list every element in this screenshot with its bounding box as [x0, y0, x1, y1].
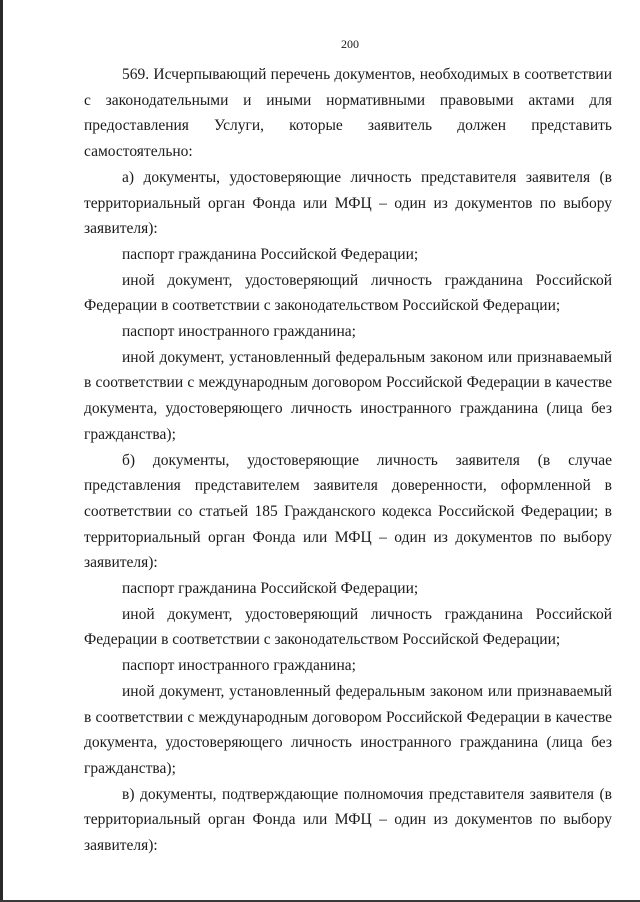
paragraph-a-foreign-passport: паспорт иностранного гражданина;	[122, 323, 356, 341]
paragraph-b-passport-rf: паспорт гражданина Российской Федерации;	[122, 580, 419, 598]
paragraph-b-header: б) документы, удостоверяющие личность заявителя (в случае представления представителем заявителя доверенности, оформленной в соответствии со статьей 185 Гражданского кодекса Российской Федерации; в территориальный орган Фонда или МФЦ – один из документов по выбору заявителя):	[84, 451, 612, 572]
paragraph-v-header: в) документы, подтверждающие полномочия представителя заявителя (в территориальный орган Фонда или МФЦ – один из документов по выбору заявителя):	[84, 785, 612, 855]
paragraph-a-other-doc-foreign: иной документ, установленный федеральным законом или признаваемый в соответствии с международным договором Российской Федерации в качестве документа, удостоверяющего личность иностранного гражданина (лица без гражданства);	[84, 348, 612, 443]
paragraph-a-header: а) документы, удостоверяющие личность представителя заявителя (в территориальный орган Фонда или МФЦ – один из документов по выбору заявителя):	[84, 168, 612, 238]
page-number: 200	[341, 37, 359, 51]
paragraph-a-passport-rf: паспорт гражданина Российской Федерации;	[122, 245, 419, 263]
document-body	[84, 62, 612, 859]
paragraph-b-foreign-passport: паспорт иностранного гражданина;	[122, 657, 356, 675]
scan-left-edge	[0, 0, 3, 902]
paragraph-a-other-doc-rf: иной документ, удостоверяющий личность гражданина Российской Федерации в соответствии с законодательством Российской Федерации;	[84, 271, 612, 315]
paragraph-b-other-doc-rf: иной документ, удостоверяющий личность гражданина Российской Федерации в соответствии с законодательством Российской Федерации;	[84, 605, 612, 649]
paragraph-b-other-doc-foreign: иной документ, установленный федеральным законом или признаваемый в соответствии с международным договором Российской Федерации в качестве документа, удостоверяющего личность иностранного гражданина (лица без гражданства);	[84, 682, 612, 777]
paragraph-569-intro: 569. Исчерпывающий перечень документов, необходимых в соответствии с законодательными и иными нормативными правовыми актами для предоставления Услуги, которые заявитель должен представить самостоятельно:	[84, 66, 612, 161]
